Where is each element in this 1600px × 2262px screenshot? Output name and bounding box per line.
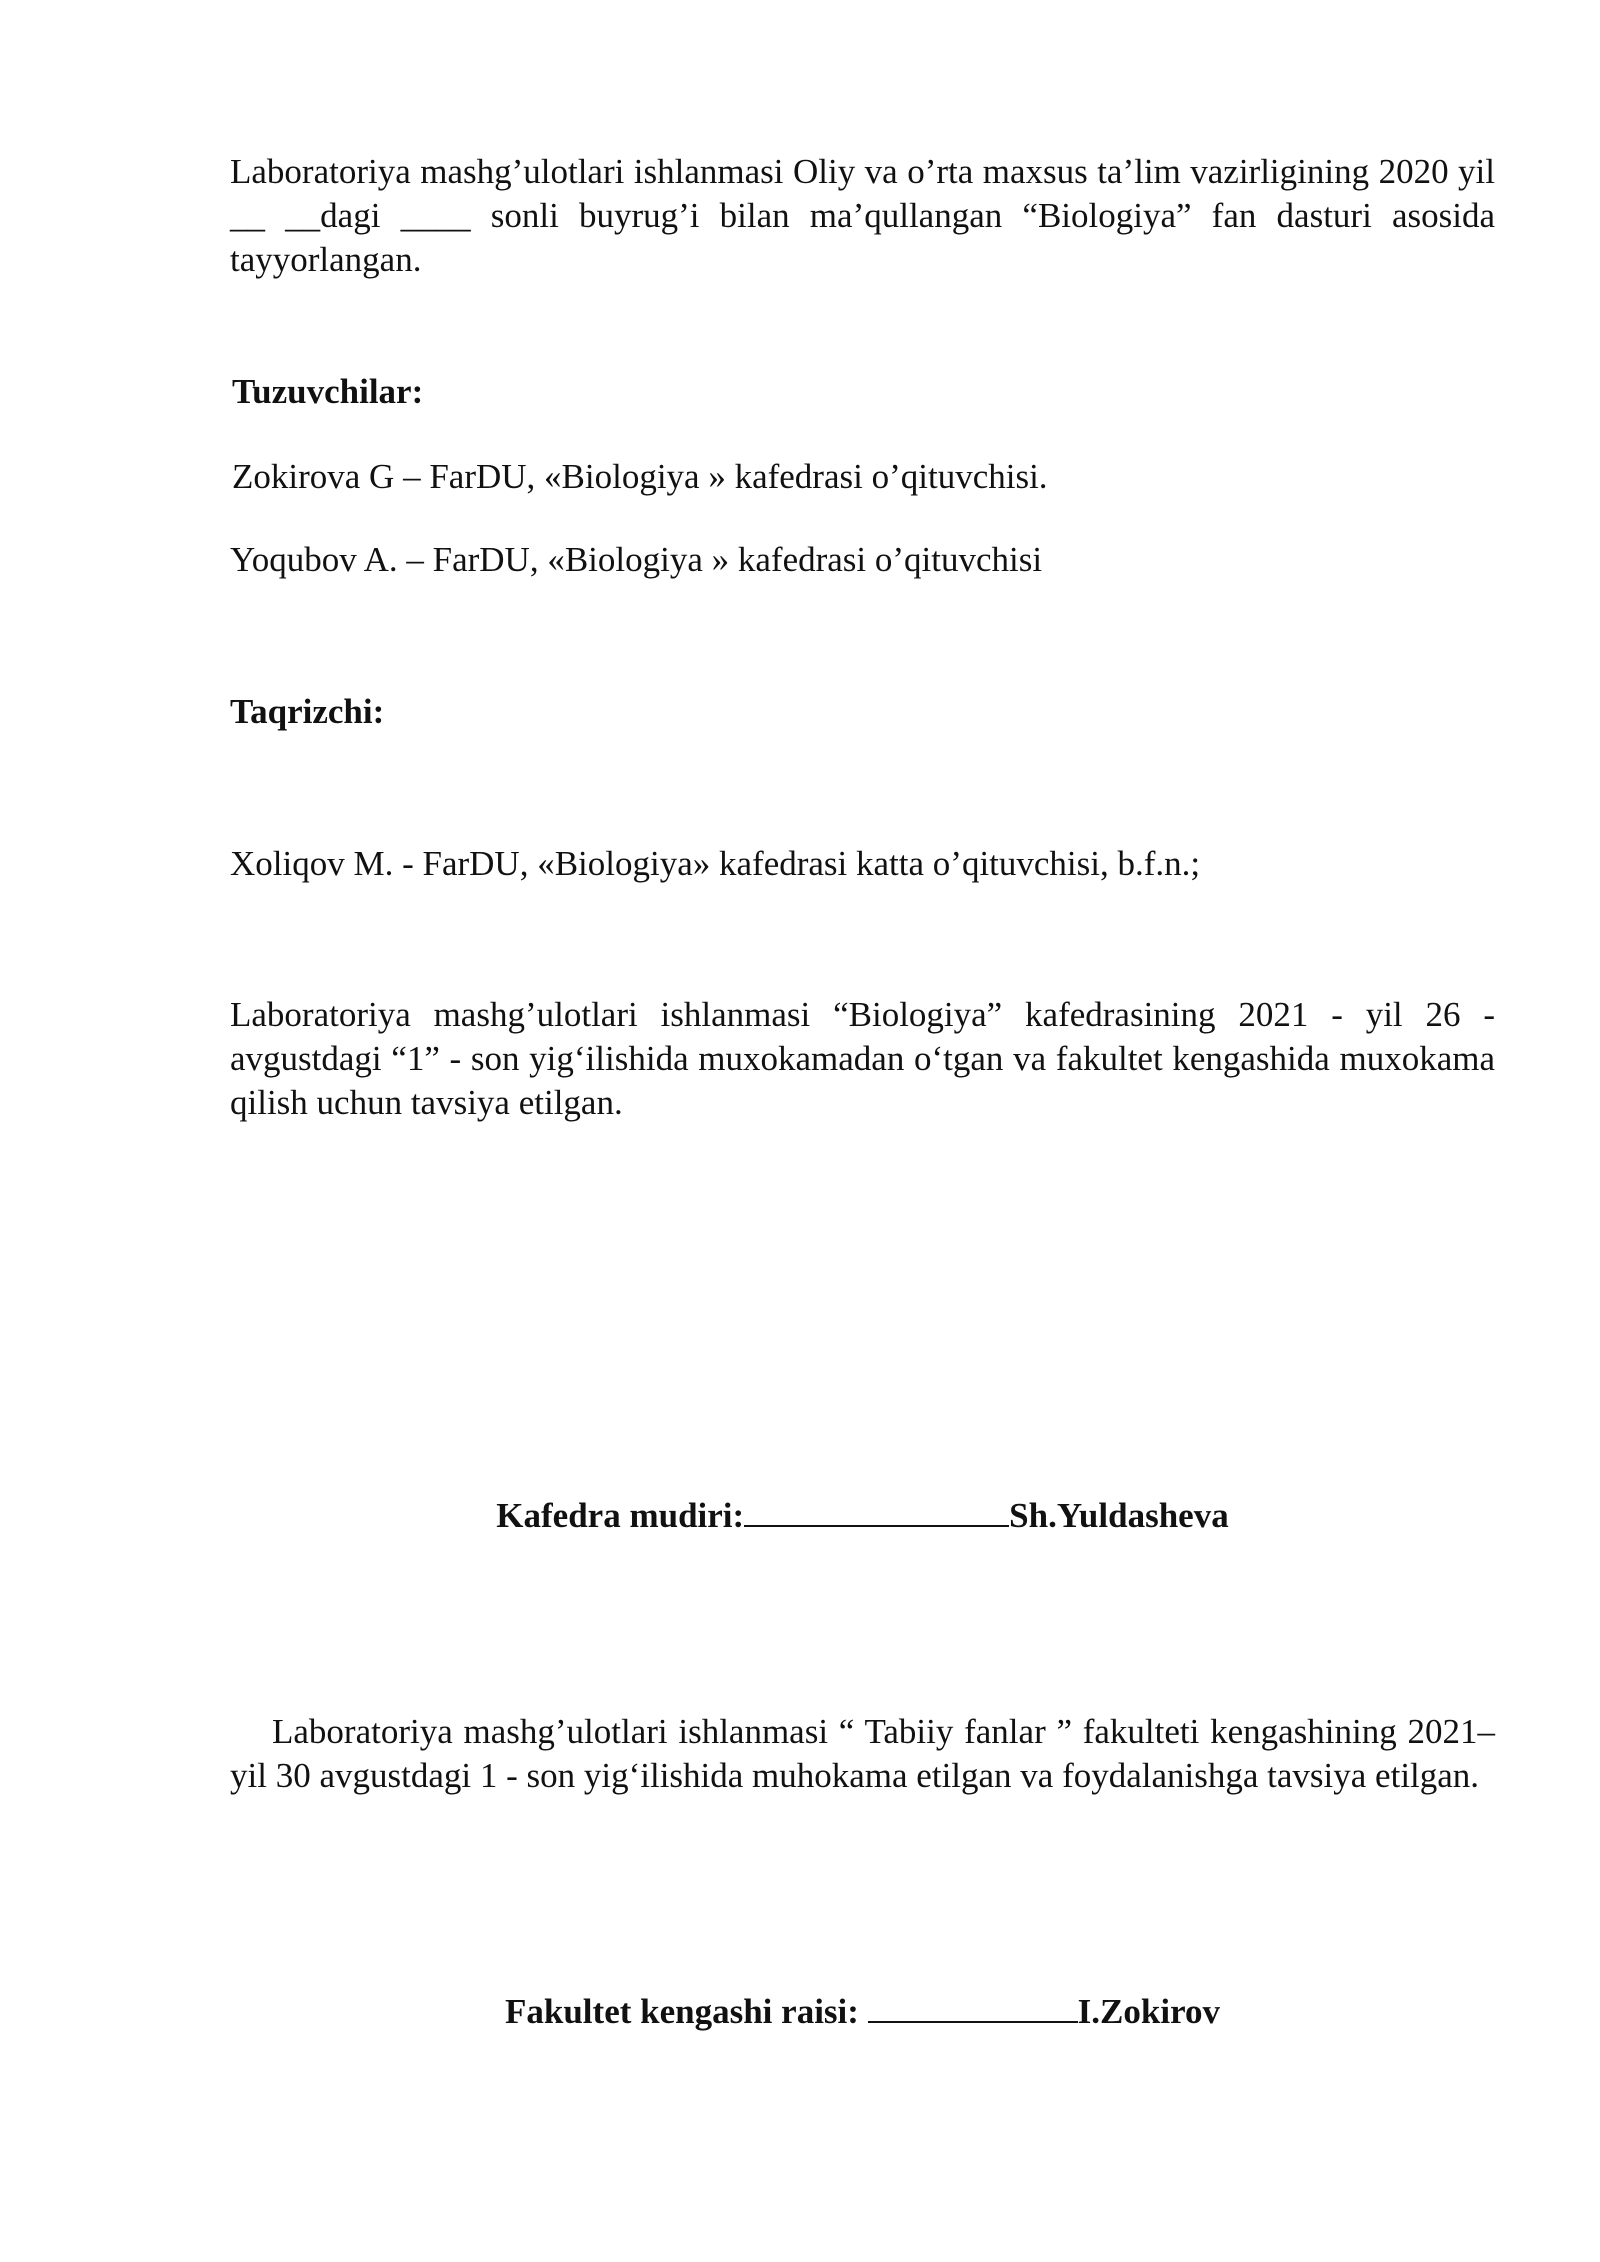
faculty-head-label: Fakultet kengashi raisi: [505, 1992, 868, 2031]
faculty-paragraph: Laboratoriya mashg’ulotlari ishlanmasi “ Tabiiy fanlar ” fakulteti kengashining 2021– yil 30 avgustdagi 1 - son yig‘ilishida muhokama etilgan va foydalanishga tavsiya etilgan. [230, 1712, 1495, 1795]
authors-heading: Tuzuvchilar: [232, 372, 424, 411]
signature-line [868, 1991, 1078, 2023]
department-head-signature [230, 1494, 1495, 1538]
intro-paragraph: Laboratoriya mashg’ulotlari ishlanmasi Oliy va o’rta maxsus ta’lim vazirligining 2020 yil __ __dagi ____ sonli buyrug’i bilan ma’qullangan “Biologiya” fan dasturi asosida tayyorlangan. [230, 152, 1495, 279]
department-head-label: Kafedra mudiri: [496, 1496, 745, 1535]
reviewer-heading: Taqrizchi: [230, 692, 385, 731]
department-paragraph: Laboratoriya mashg’ulotlari ishlanmasi “Biologiya” kafedrasining 2021 - yil 26 - avgustdagi “1” - son yig‘ilishida muxokamadan o‘tgan va fakultet kengashida muxokama qilish uchun tavsiya etilgan. [230, 995, 1495, 1122]
faculty-head-name: I.Zokirov [1077, 1992, 1220, 2031]
faculty-head-signature [230, 1990, 1495, 2034]
signature-line [744, 1495, 1009, 1527]
reviewer-name: Xoliqov M. - FarDU, «Biologiya» kafedrasi katta o’qituvchisi, b.f.n.; [230, 844, 1201, 883]
department-head-name: Sh.Yuldasheva [1009, 1496, 1229, 1535]
author-2: Yoqubov A. – FarDU, «Biologiya » kafedrasi o’qituvchisi [230, 540, 1043, 579]
author-1: Zokirova G – FarDU, «Biologiya » kafedrasi o’qituvchisi. [232, 457, 1048, 496]
